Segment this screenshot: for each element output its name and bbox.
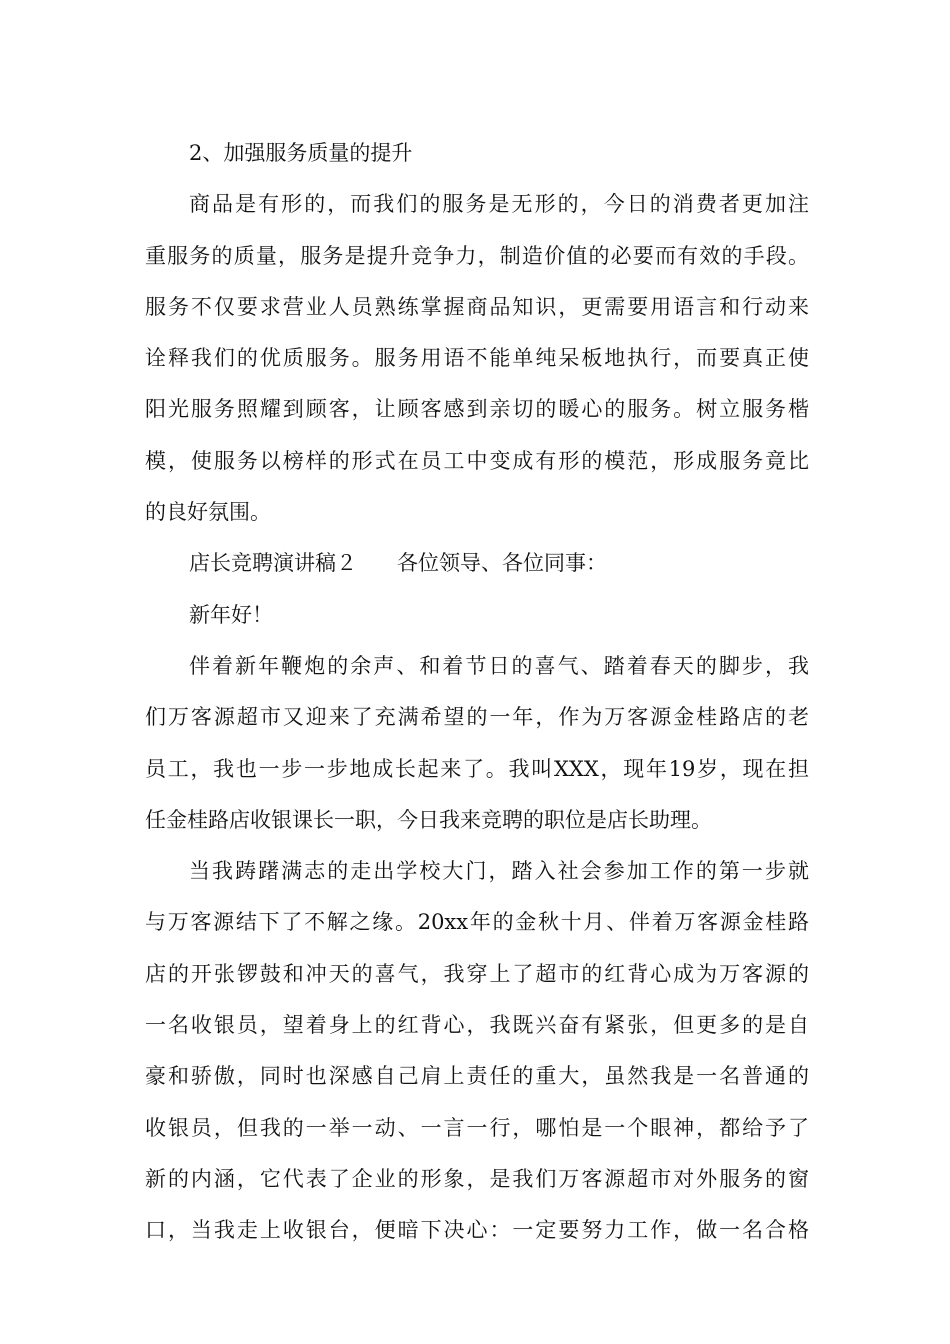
speech-title-line: [145, 538, 809, 589]
speech-title: 店长竞聘演讲稿２: [189, 551, 357, 576]
paragraph-line: 与万客源结下了不解之缘。20xx年的金秋十月、伴着万客源金桂路: [145, 910, 809, 935]
paragraph-line: 店的开张锣鼓和冲天的喜气，我穿上了超市的红背心成为万客源的: [145, 961, 809, 986]
paragraph-line: 重服务的质量，服务是提升竞争力，制造价值的必要而有效的手段。: [145, 243, 809, 268]
paragraph-line: 豪和骄傲，同时也深感自己肩上责任的重大，虽然我是一名普通的: [145, 1064, 809, 1089]
paragraph-line: 一名收银员，望着身上的红背心，我既兴奋有紧张，但更多的是自: [145, 1013, 809, 1038]
paragraph-line: 新的内涵，它代表了企业的形象，是我们万客源超市对外服务的窗: [145, 1166, 809, 1191]
paragraph-line: 收银员，但我的一举一动、一言一行，哪怕是一个眼神，都给予了: [145, 1115, 809, 1140]
paragraph-line: 商品是有形的，而我们的服务是无形的，今日的消费者更加注: [189, 192, 809, 217]
paragraph-line: 员工，我也一步一步地成长起来了。我叫XXX，现年19岁，现在担: [145, 756, 809, 781]
paragraph-line: 当我踌躇满志的走出学校大门，踏入社会参加工作的第一步就: [189, 859, 809, 884]
paragraph-line: 阳光服务照耀到顾客，让顾客感到亲切的暖心的服务。树立服务楷: [145, 397, 809, 422]
document-body: [145, 128, 809, 1257]
paragraph-line: 的良好氛围。: [145, 500, 271, 525]
paragraph-line: 们万客源超市又迎来了充满希望的一年，作为万客源金桂路店的老: [145, 705, 809, 730]
paragraph-line: 诠释我们的优质服务。服务用语不能单纯呆板地执行，而要真正使: [145, 346, 809, 371]
paragraph-line: 伴着新年鞭炮的余声、和着节日的喜气、踏着春天的脚步，我: [189, 653, 809, 678]
section-heading: 2、加强服务质量的提升: [189, 141, 413, 165]
paragraph-line: 模，使服务以榜样的形式在员工中变成有形的模范，形成服务竟比: [145, 448, 809, 473]
paragraph-line: 服务不仅要求营业人员熟练掌握商品知识，更需要用语言和行动来: [145, 294, 809, 319]
salutation: 各位领导、各位同事：: [397, 551, 607, 576]
greeting: 新年好！: [189, 602, 273, 627]
paragraph-line: 口，当我走上收银台，便暗下决心：一定要努力工作，做一名合格: [145, 1218, 809, 1243]
paragraph-line: 任金桂路店收银课长一职，今日我来竞聘的职位是店长助理。: [145, 807, 712, 832]
